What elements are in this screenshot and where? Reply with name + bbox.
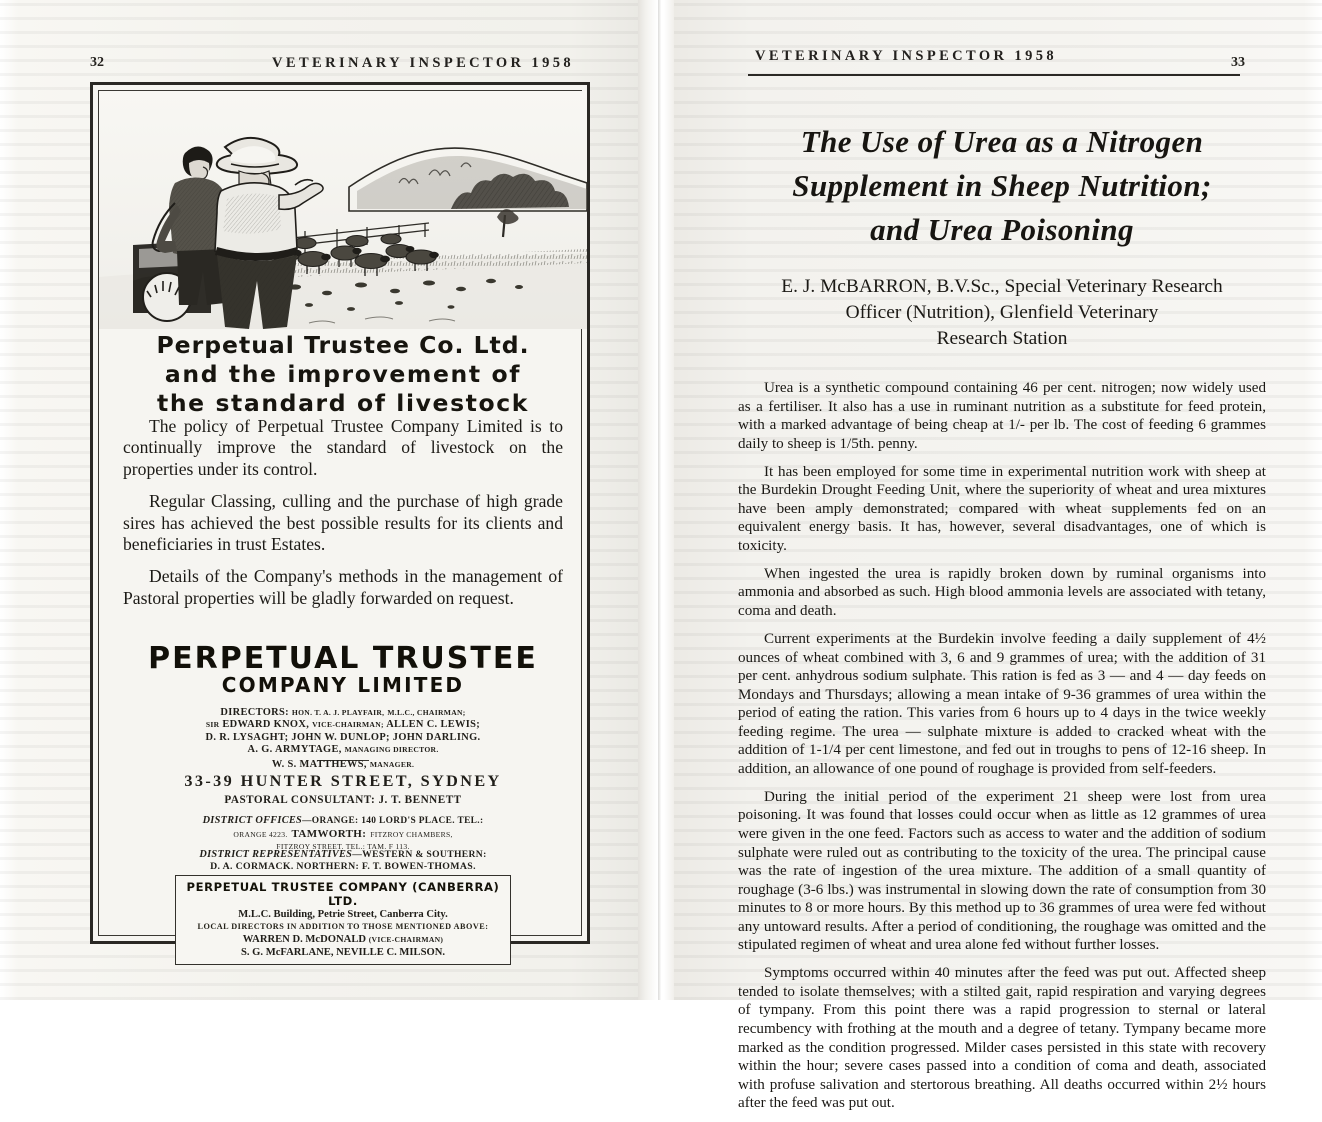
district-offices-line-3: FITZROY STREET. TEL.: TAM. F 113. bbox=[276, 842, 410, 851]
article-title-line-2: Supplement in Sheep Nutrition; bbox=[792, 168, 1212, 203]
ad-headline-line-2: and the improvement of bbox=[164, 360, 522, 388]
article-paragraph: Current experiments at the Burdekin involve feeding a daily supplement of 4½ ounces of wheat combined with 3, 6 and 9 grammes of urea; with the addition of 31 per cent. anhydrous sodium sulphate. This ration is fed as 3 — and 4 — day feeds on Mondays and Thursdays; allowing a mean intake of 9-36 grammes of urea within the period of eating the ration. This varies from 6 hours up to 4 days in the twice weekly feeding regime. The urea — sulphate mixture is added to cracked wheat with the addition of 1-1/4 per cent limestone, and fed out in troughs to pens of 12-16 sheep. In addition, an allowance of one pound of roughage is provided from self-feeders. bbox=[738, 631, 1266, 777]
managing-director-name: A. G. ARMYTAGE, bbox=[247, 744, 342, 756]
district-reps-line-2: D. A. CORMACK. NORTHERN: F. T. BOWEN-THOMAS. bbox=[210, 861, 476, 873]
running-head-rule bbox=[748, 74, 1240, 76]
advertisement-frame bbox=[90, 82, 590, 958]
article-paragraph: It has been employed for some time in experimental nutrition work with sheep at the Burdekin Drought Feeding Unit, where the superiority of wheat and urea mixtures have been amply demonstrated; compared with wheat supplements fed on an equivalent energy basis. It has, however, several disadvantages, one of which is toxicity. bbox=[738, 463, 1266, 554]
article bbox=[738, 120, 1266, 1122]
running-head-right: VETERINARY INSPECTOR 1958 bbox=[755, 48, 1058, 64]
canberra-company-title: PERPETUAL TRUSTEE COMPANY (CANBERRA) LTD. bbox=[186, 880, 500, 908]
ad-headline-line-1: Perpetual Trustee Co. Ltd. bbox=[156, 331, 530, 359]
folio-right: 33 bbox=[1231, 55, 1245, 70]
company-name-secondary: COMPANY LIMITED bbox=[221, 673, 465, 697]
canberra-address: M.L.C. Building, Petrie Street, Canberra City. bbox=[238, 909, 448, 920]
orange-phone: ORANGE 4223. bbox=[233, 830, 288, 840]
directors-hon: HON. T. A. J. PLAYFAIR, bbox=[291, 708, 385, 717]
directors-name-knox: EDWARD KNOX, bbox=[222, 719, 310, 731]
ad-street-address: 33-39 HUNTER STREET, SYDNEY bbox=[184, 772, 502, 790]
ad-paragraph: Regular Classing, culling and the purchase of high grade sires has achieved the best possible results for its clients and beneficiaries in trust Estates. bbox=[123, 491, 563, 555]
ad-manager-block bbox=[129, 759, 557, 771]
district-reps-label: DISTRICT REPRESENTATIVES bbox=[199, 849, 353, 860]
directors-sir: SIR bbox=[205, 720, 220, 730]
article-title-line-1: The Use of Urea as a Nitrogen bbox=[800, 124, 1204, 159]
canberra-directors-2: S. G. McFARLANE, NEVILLE C. MILSON. bbox=[240, 946, 446, 958]
district-offices-line-1 bbox=[129, 813, 557, 827]
district-reps-line-1 bbox=[129, 847, 557, 861]
canberra-director-1-title: (VICE-CHAIRMAN) bbox=[368, 934, 444, 944]
district-offices-orange: —ORANGE: 140 LORD'S PLACE. TEL.: bbox=[302, 816, 484, 826]
article-paragraph: During the initial period of the experiment 21 sheep were lost from urea poisoning. It was found that losses could occur when as little as 12 grammes of urea were given in the one feed. Factors such as access to water and the addition of sodium sulphate were ruled out as contributing to the toxicity of the urea. The principal cause was the rate of ingestion of the urea mixture. The addition of a small quantity of roughage (3-6 lbs.) was instrumental in slowing down the rate of consumption from 30 minutes to 8 or more hours. By this method up to 36 grammes of urea were fed without any untoward results. After a period of conditioning, the roughage was omitted and the stipulated regimen of wheat and urea alone fed without further losses. bbox=[738, 788, 1266, 954]
directors-line-2 bbox=[129, 719, 557, 731]
advertisement-inner-border bbox=[98, 90, 582, 958]
directors-post-2: VICE-CHAIRMAN; bbox=[312, 720, 384, 730]
directors-post-1: M.L.C., CHAIRMAN; bbox=[387, 708, 466, 717]
company-name-primary: PERPETUAL TRUSTEE bbox=[148, 641, 538, 676]
manager-name: W. S. MATTHEWS, bbox=[271, 759, 367, 770]
ad-district-representatives bbox=[129, 847, 557, 874]
district-offices-line-2 bbox=[129, 827, 557, 841]
managing-director-title: MANAGING DIRECTOR. bbox=[344, 745, 439, 755]
article-body bbox=[738, 379, 1266, 1113]
directors-line-4 bbox=[129, 744, 557, 756]
ad-paragraph: Details of the Company's methods in the management of Pastoral properties will be gladly forwarded on request. bbox=[123, 566, 563, 608]
ad-paragraph: The policy of Perpetual Trustee Company Limited is to continually improve the standard of livestock on the properties under its control. bbox=[123, 416, 563, 479]
canberra-subsidiary-box bbox=[175, 875, 511, 965]
directors-name-lewis: ALLEN C. LEWIS; bbox=[386, 719, 481, 731]
running-head-left: VETERINARY INSPECTOR 1958 bbox=[272, 55, 575, 71]
manager-title: MANAGER. bbox=[369, 760, 415, 769]
ad-pastoral-consultant: PASTORAL CONSULTANT: J. T. BENNETT bbox=[224, 794, 462, 806]
byline-line-1: E. J. McBARRON, B.V.Sc., Special Veterinary Research bbox=[781, 276, 1223, 297]
graziers-and-sheep-illustration bbox=[99, 91, 581, 329]
directors-line-3: D. R. LYSAGHT; JOHN W. DUNLOP; JOHN DARLING. bbox=[205, 731, 481, 743]
tamworth-label: TAMWORTH: bbox=[291, 828, 367, 841]
article-title-line-3: and Urea Poisoning bbox=[870, 212, 1134, 247]
district-reps-regions: —WESTERN & SOUTHERN: bbox=[352, 849, 487, 860]
directors-label: DIRECTORS: bbox=[220, 707, 289, 718]
article-paragraph: Urea is a synthetic compound containing 46 per cent. nitrogen; now widely used as a fertiliser. It also has a use in ruminant nutrition as a substitute for feed protein, with a marked advantage of being cheap at 1/- per lb. The cost of feeding 6 grammes daily to sheep is 1/5th. penny. bbox=[738, 380, 1266, 452]
article-paragraph: Symptoms occurred within 40 minutes after the feed was put out. Affected sheep tended to isolate themselves; with a stilted gait, rapid respiration and varying degrees of tympany. From this point there was a rapid progression to sternal or lateral recumbency with frothing at the mouth and a degree of tetany. Tympany became more marked as the condition progressed. Milder cases persisted in this state with recovery within the hour; severe cases passed into a condition of coma and death, associated with profuse salivation and stertorous breathing. All deaths occurred within 2½ hours after the feed was put out. bbox=[738, 965, 1266, 1112]
article-paragraph: When ingested the urea is rapidly broken down by ruminal organisms into ammonia and absorbed as such. High blood ammonia levels are associated with tetany, coma and death. bbox=[738, 565, 1266, 620]
ad-directors-block bbox=[129, 707, 557, 764]
ad-headline bbox=[123, 331, 563, 418]
byline-line-3: Research Station bbox=[936, 328, 1068, 349]
article-byline bbox=[738, 274, 1266, 352]
folio-left: 32 bbox=[90, 55, 104, 70]
district-offices-label: DISTRICT OFFICES bbox=[202, 815, 303, 826]
canberra-local-directors-note: LOCAL DIRECTORS IN ADDITION TO THOSE MENTIONED ABOVE: bbox=[197, 922, 489, 931]
article-title bbox=[738, 120, 1266, 252]
tamworth-chambers: FITZROY CHAMBERS, bbox=[370, 830, 453, 840]
byline-line-2: Officer (Nutrition), Glenfield Veterinary bbox=[845, 302, 1159, 323]
canberra-director-1-name: WARREN D. McDONALD bbox=[242, 933, 367, 945]
ad-body-copy bbox=[123, 416, 563, 620]
ad-company-name bbox=[123, 643, 563, 696]
ad-headline-line-3: the standard of livestock bbox=[156, 389, 529, 417]
directors-line-1 bbox=[129, 707, 557, 719]
canberra-director-1 bbox=[182, 933, 504, 946]
